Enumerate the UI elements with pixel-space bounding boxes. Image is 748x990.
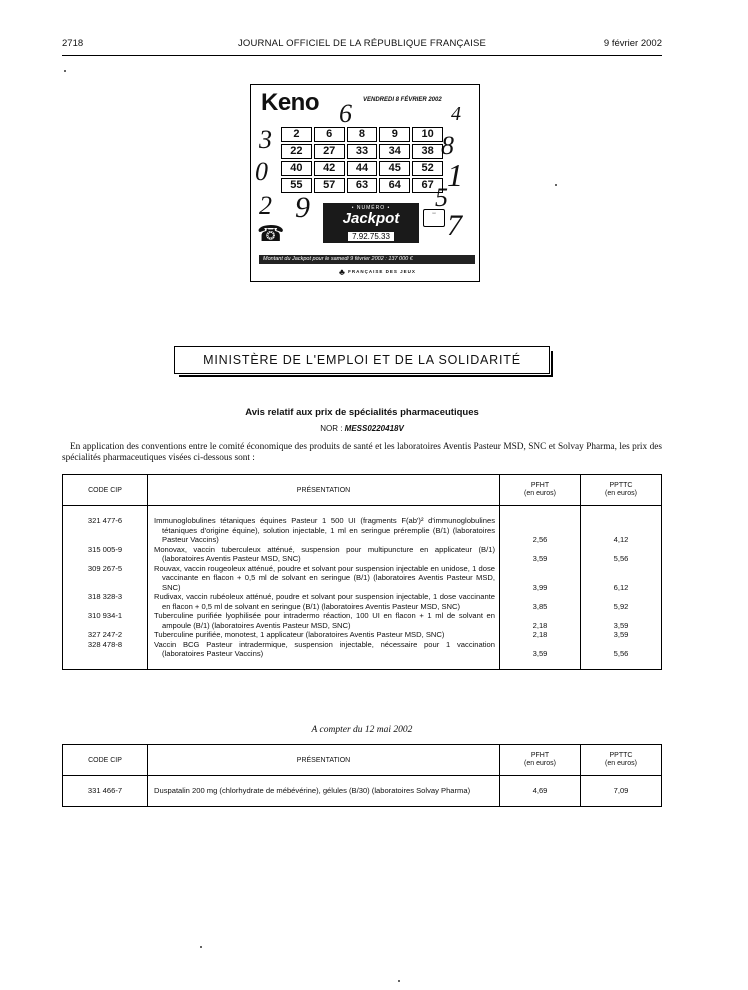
presentation: Vaccin BCG Pasteur intradermique, suspension injectable, nécessaire pour 1 vaccination (laboratoires Pasteur Vaccins) — [154, 639, 495, 658]
keno-number: 45 — [379, 161, 410, 176]
col-code-header: CODE CIP — [63, 475, 148, 506]
col-presentation-header: PRÉSENTATION — [148, 475, 500, 506]
code-cip: 315 005-9 — [63, 545, 148, 564]
keno-number: 33 — [347, 144, 378, 159]
keno-number: 27 — [314, 144, 345, 159]
code-cip: 318 328-3 — [63, 592, 148, 611]
journal-title: JOURNAL OFFICIEL DE LA RÉPUBLIQUE FRANÇAISE — [237, 38, 487, 49]
tv-icon: ▭ — [423, 209, 445, 237]
print-speck — [398, 980, 400, 982]
ppttc: 5,56 — [581, 640, 662, 670]
keno-logo: Keno — [261, 89, 319, 116]
pfht: 3,59 — [500, 640, 581, 670]
keno-number: 34 — [379, 144, 410, 159]
keno-number: 22 — [281, 144, 312, 159]
presentation: Rudivax, vaccin rubéoleux atténué, poudre et solvant pour suspension injectable, 1 dose vaccinante en flacon + 0,5 ml de solvant en seringue (B/1) (laboratoires Aventis Pasteur MSD, SNC) — [154, 592, 495, 611]
presentation: Immunoglobulines tétaniques équines Pasteur 1 500 UI (fragments F(ab')² d'immunoglobulines tétaniques d'origine équine), solution injectable, 1 ml en seringue préremplie (B/1) (laboratoires Pasteur Vaccins) — [154, 516, 495, 544]
decorative-digit: 7 — [447, 209, 462, 242]
decorative-digit: 9 — [295, 191, 310, 224]
table-row — [63, 506, 662, 545]
decorative-digit: 1 — [447, 157, 463, 193]
ppttc: 5,56 — [581, 545, 662, 564]
ppttc: 7,09 — [581, 776, 662, 807]
nor-reference — [62, 424, 662, 433]
clover-icon: ♣ — [339, 267, 346, 277]
price-table-2 — [62, 744, 662, 807]
jackpot-number: 7.92.75.33 — [348, 232, 394, 241]
code-cip: 309 267-5 — [63, 564, 148, 593]
jackpot-panel — [323, 203, 419, 243]
table-header-row — [63, 475, 662, 506]
header-rule — [62, 55, 662, 56]
page-number: 2718 — [62, 38, 84, 49]
keno-number: 64 — [379, 178, 410, 193]
keno-number-grid — [281, 127, 443, 195]
fdj-footer — [339, 267, 416, 277]
table-row — [63, 592, 662, 611]
pfht: 3,99 — [500, 564, 581, 593]
col-ppttc-header: PPTTC (en euros) — [581, 745, 662, 776]
ppttc: 3,59 — [581, 630, 662, 640]
keno-number: 40 — [281, 161, 312, 176]
col-code-header: CODE CIP — [63, 745, 148, 776]
jackpot-word: Jackpot — [342, 210, 400, 227]
table-header-row — [63, 745, 662, 776]
keno-number: 8 — [347, 127, 378, 142]
table-row — [63, 630, 662, 640]
col-pfht-header: PFHT (en euros) — [500, 745, 581, 776]
code-cip: 328 478-8 — [63, 640, 148, 670]
pfht: 3,85 — [500, 592, 581, 611]
keno-number: 55 — [281, 178, 312, 193]
code-cip: 321 477-6 — [63, 506, 148, 545]
table-row — [63, 564, 662, 593]
table-row — [63, 545, 662, 564]
ministry-heading: MINISTÈRE DE L'EMPLOI ET DE LA SOLIDARITÉ — [174, 346, 550, 374]
phone-icon: ☎ — [257, 221, 285, 246]
keno-number: 38 — [412, 144, 443, 159]
code-cip: 310 934-1 — [63, 611, 148, 630]
keno-number: 6 — [314, 127, 345, 142]
presentation: Tuberculine purifiée, monotest, 1 applicateur (laboratoires Aventis Pasteur MSD, SNC) — [154, 630, 445, 639]
nor-code: MESS0220418V — [344, 424, 404, 433]
col-presentation-header: PRÉSENTATION — [148, 745, 500, 776]
keno-number: 67 — [412, 178, 443, 193]
decorative-digit: 6 — [339, 99, 352, 128]
print-speck — [64, 70, 66, 72]
keno-number: 57 — [314, 178, 345, 193]
presentation: Monovax, vaccin tuberculeux atténué, suspension pour multipuncture en applicateur (B/1) (laboratoires Aventis Pasteur MSD, SNC) — [154, 544, 495, 563]
effective-date-note: A compter du 12 mai 2002 — [311, 725, 413, 735]
jackpot-amount-strip: Montant du Jackpot pour le samedi 9 février 2002 : 137 000 € — [259, 255, 475, 264]
keno-number: 44 — [347, 161, 378, 176]
keno-number: 10 — [412, 127, 443, 142]
col-pfht-header: PFHT (en euros) — [500, 475, 581, 506]
jackpot-number-label: • NUMÉRO • — [351, 205, 391, 211]
presentation: Rouvax, vaccin rougeoleux atténué, poudre et solvant pour suspension injectable en unidose, 1 dose vaccinante en flacon + 0,5 ml de solvant en seringue (B/1) (laboratoires Aventis Pasteur MSD, SNC) — [154, 563, 495, 592]
running-header — [62, 38, 662, 52]
pfht: 2,56 — [500, 506, 581, 545]
code-cip: 327 247-2 — [63, 630, 148, 640]
keno-results-box — [250, 84, 480, 282]
ppttc: 6,12 — [581, 564, 662, 593]
code-cip: 331 466-7 — [63, 776, 148, 807]
decorative-digit: 8 — [441, 131, 454, 160]
ppttc: 3,59 — [581, 611, 662, 630]
keno-number: 9 — [379, 127, 410, 142]
decorative-digit: 0 — [255, 157, 268, 186]
notice-title: Avis relatif aux prix de spécialités pharmaceutiques — [245, 407, 479, 418]
presentation: Tuberculine purifiée lyophilisée pour intradermo réaction, 100 UI en flacon + 1 ml de solvant en ampoule (B/1) (laboratoires Aventis Pasteur MSD, SNC) — [154, 611, 495, 630]
decorative-digit: 5 — [435, 183, 448, 212]
pfht: 2,18 — [500, 611, 581, 630]
fdj-brand: FRANÇAISE DES JEUX — [348, 269, 416, 275]
notice-intro: En application des conventions entre le comité économique des produits de santé et les laboratoires Aventis Pasteur MSD, SNC et Solvay Pharma, les prix des spécialités pharmaceutiques visées ci-dessous sont : — [62, 442, 662, 463]
print-speck — [200, 946, 202, 948]
nor-label: NOR : — [320, 424, 343, 433]
keno-number: 52 — [412, 161, 443, 176]
table-row — [63, 611, 662, 630]
decorative-digit: 4 — [451, 103, 461, 125]
col-ppttc-header: PPTTC (en euros) — [581, 475, 662, 506]
presentation: Duspatalin 200 mg (chlorhydrate de mébévérine), gélules (B/30) (laboratoires Solvay Pharma) — [154, 786, 471, 795]
price-table-1 — [62, 474, 662, 670]
keno-number: 42 — [314, 161, 345, 176]
print-speck — [555, 184, 557, 186]
keno-number: 2 — [281, 127, 312, 142]
keno-draw-date: VENDREDI 8 FÉVRIER 2002 — [363, 97, 442, 103]
table-row — [63, 640, 662, 670]
ppttc: 4,12 — [581, 506, 662, 545]
keno-number: 63 — [347, 178, 378, 193]
ppttc: 5,92 — [581, 592, 662, 611]
decorative-digit: 2 — [259, 191, 272, 220]
pfht: 4,69 — [500, 776, 581, 807]
pfht: 3,59 — [500, 545, 581, 564]
table-row — [63, 776, 662, 807]
decorative-digit: 3 — [259, 125, 272, 154]
issue-date: 9 février 2002 — [603, 38, 662, 49]
pfht: 2,18 — [500, 630, 581, 640]
